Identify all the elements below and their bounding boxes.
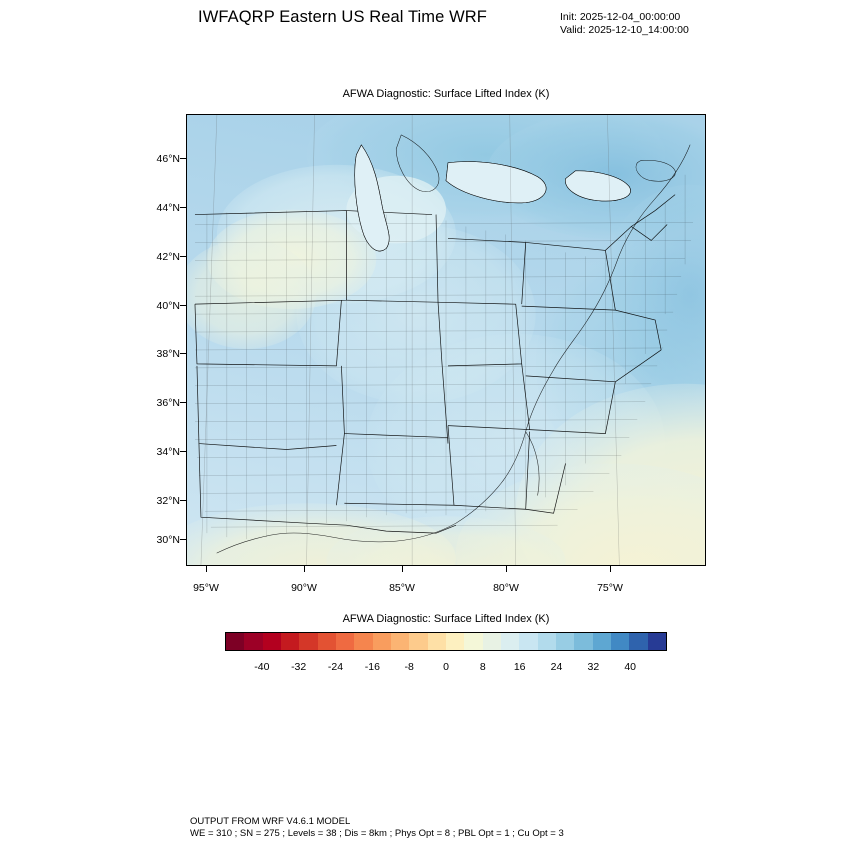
colorbar-swatch: [519, 633, 537, 650]
colorbar-tick-label: 16: [513, 661, 526, 673]
colorbar-swatch: [483, 633, 501, 650]
valid-time-label: Valid: 2025-12-10_14:00:00: [560, 24, 689, 36]
colorbar-tick-labels: [225, 655, 667, 675]
colorbar-tick-label: -32: [291, 661, 307, 673]
colorbar-swatch: [629, 633, 647, 650]
xtick-label: 75°W: [597, 582, 623, 594]
colorbar-tick-label: 32: [587, 661, 600, 673]
map-plot-area: [186, 114, 706, 566]
colorbar-tick-label: 24: [550, 661, 563, 673]
colorbar-tick-label: -40: [254, 661, 270, 673]
colorbar-tick-label: 40: [624, 661, 636, 673]
colorbar-swatch: [446, 633, 464, 650]
colorbar-swatch: [354, 633, 372, 650]
colorbar-swatch: [281, 633, 299, 650]
colorbar-swatch: [263, 633, 281, 650]
colorbar-swatch: [409, 633, 427, 650]
colorbar-swatch: [373, 633, 391, 650]
model-info-footer: [190, 816, 564, 840]
colorbar-swatch: [244, 633, 262, 650]
ytick-label: 32°N: [156, 495, 180, 507]
page-title: IWFAQRP Eastern US Real Time WRF: [198, 8, 487, 26]
colorbar-swatch: [336, 633, 354, 650]
colorbar-tick-label: -24: [327, 661, 344, 673]
colorbar-swatch: [593, 633, 611, 650]
ytick-label: 38°N: [156, 348, 180, 360]
colorbar-swatch: [299, 633, 317, 650]
colorbar-swatch: [464, 633, 482, 650]
colorbar: [225, 632, 667, 651]
map-canvas: [187, 115, 705, 565]
valid-time-block: [560, 11, 689, 37]
footer-line-2: WE = 310 ; SN = 275 ; Levels = 38 ; Dis = 8km ; Phys Opt = 8 ; PBL Opt = 1 ; Cu Opt = 3: [190, 828, 564, 839]
plot-title: AFWA Diagnostic: Surface Lifted Index (K): [342, 88, 550, 100]
colorbar-swatch: [574, 633, 592, 650]
longitude-axis: [186, 568, 706, 598]
colorbar-tick-label: -16: [364, 661, 380, 673]
xtick-label: 90°W: [291, 582, 317, 594]
ytick-label: 46°N: [156, 153, 180, 165]
xtick-label: 85°W: [389, 582, 415, 594]
footer-line-1: OUTPUT FROM WRF V4.6.1 MODEL: [190, 816, 351, 827]
colorbar-swatch: [648, 633, 666, 650]
latitude-axis: [110, 114, 180, 566]
colorbar-title: AFWA Diagnostic: Surface Lifted Index (K): [342, 613, 550, 625]
init-time-label: Init: 2025-12-04_00:00:00: [560, 11, 681, 23]
ytick-label: 44°N: [156, 202, 180, 214]
colorbar-tick-label: 8: [479, 661, 486, 673]
colorbar-swatch: [538, 633, 556, 650]
ytick-label: 34°N: [156, 446, 180, 458]
colorbar-swatch: [391, 633, 409, 650]
colorbar-swatch: [501, 633, 519, 650]
colorbar-swatch: [556, 633, 574, 650]
colorbar-tick-label: 0: [443, 661, 449, 673]
ytick-label: 42°N: [156, 251, 180, 263]
xtick-label: 95°W: [193, 582, 219, 594]
colorbar-swatch: [226, 633, 244, 650]
xtick-label: 80°W: [493, 582, 519, 594]
ytick-label: 30°N: [156, 534, 180, 546]
ytick-label: 36°N: [156, 397, 180, 409]
colorbar-swatch: [318, 633, 336, 650]
ytick-label: 40°N: [156, 300, 180, 312]
colorbar-tick-label: -8: [404, 661, 414, 673]
colorbar-swatch: [611, 633, 629, 650]
colorbar-swatch: [428, 633, 446, 650]
